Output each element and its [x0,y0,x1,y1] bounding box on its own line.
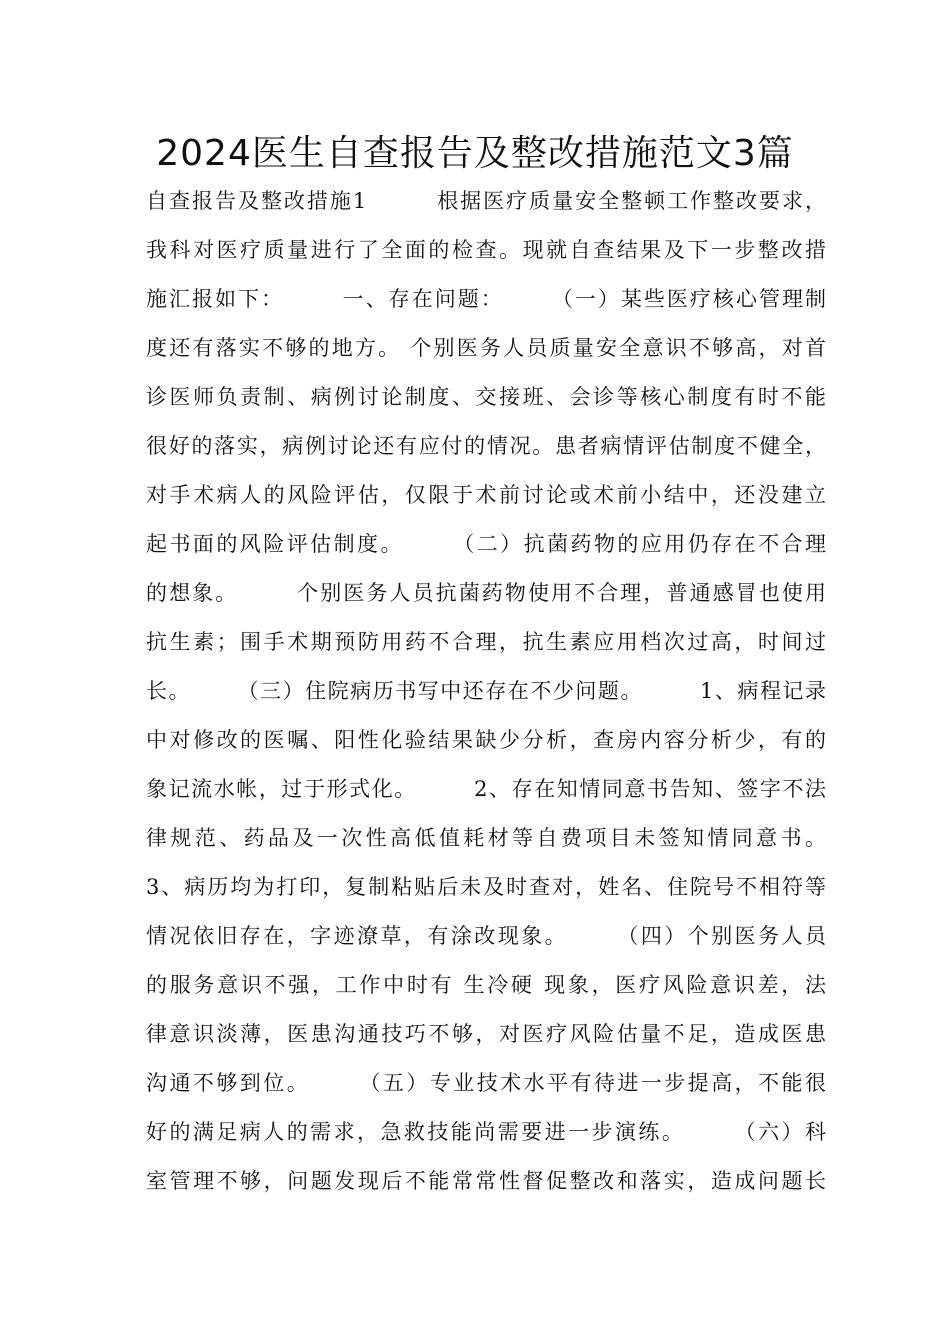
body-line: 3、病历均为打印，复制粘贴后未及时查对，姓名、住院号不相符等 [146,875,826,899]
body-line: 对手术病人的风险评估，仅限于术前讨论或术前小结中，还没建立 [146,483,826,507]
body-line: 起书面的风险评估制度。 （二）抗菌药物的应用仍存在不合理 [146,532,826,556]
body-line: 我科对医疗质量进行了全面的检查。现就自查结果及下一步整改措 [146,238,826,262]
body-line: 的想象。 个别医务人员抗菌药物使用不合理，普通感冒也使用 [146,581,826,605]
body-line: 象记流水帐，过于形式化。 2、存在知情同意书告知、签字不法 [146,777,826,801]
document-body [146,180,826,1209]
body-line: 度还有落实不够的地方。 个别医务人员质量安全意识不够高，对首 [146,336,826,360]
body-line: 室管理不够，问题发现后不能常常性督促整改和落实，造成问题长 [146,1169,826,1193]
body-line: 自查报告及整改措施1 根据医疗质量安全整顿工作整改要求， [146,189,826,213]
body-line: 中对修改的医嘱、阳性化验结果缺少分析，查房内容分析少，有的 [146,728,826,752]
body-line: 抗生素；围手术期预防用药不合理，抗生素应用档次过高，时间过 [146,630,826,654]
body-line: 律意识淡薄，医患沟通技巧不够，对医疗风险估量不足，造成医患 [146,1022,826,1046]
body-line: 诊医师负责制、病例讨论制度、交接班、会诊等核心制度有时不能 [146,385,826,409]
body-line: 长。 （三）住院病历书写中还存在不少问题。 1、病程记录 [146,679,826,703]
body-line: 很好的落实，病例讨论还有应付的情况。患者病情评估制度不健全， [146,434,826,458]
body-line: 沟通不够到位。 （五）专业技术水平有待进一步提高，不能很 [146,1071,826,1095]
body-line: 情况依旧存在，字迹潦草，有涂改现象。 （四）个别医务人员 [146,924,826,948]
document-title: 2024医生自查报告及整改措施范文3篇 [156,133,794,174]
body-line: 律规范、药品及一次性高低值耗材等自费项目未签知情同意书。 [146,826,826,850]
body-line: 的服务意识不强，工作中时有 生冷硬 现象，医疗风险意识差，法 [146,973,826,997]
body-line: 施汇报如下： 一、存在问题： （一）某些医疗核心管理制 [146,287,826,311]
body-line: 好的满足病人的需求，急救技能尚需要进一步演练。 （六）科 [146,1120,826,1144]
